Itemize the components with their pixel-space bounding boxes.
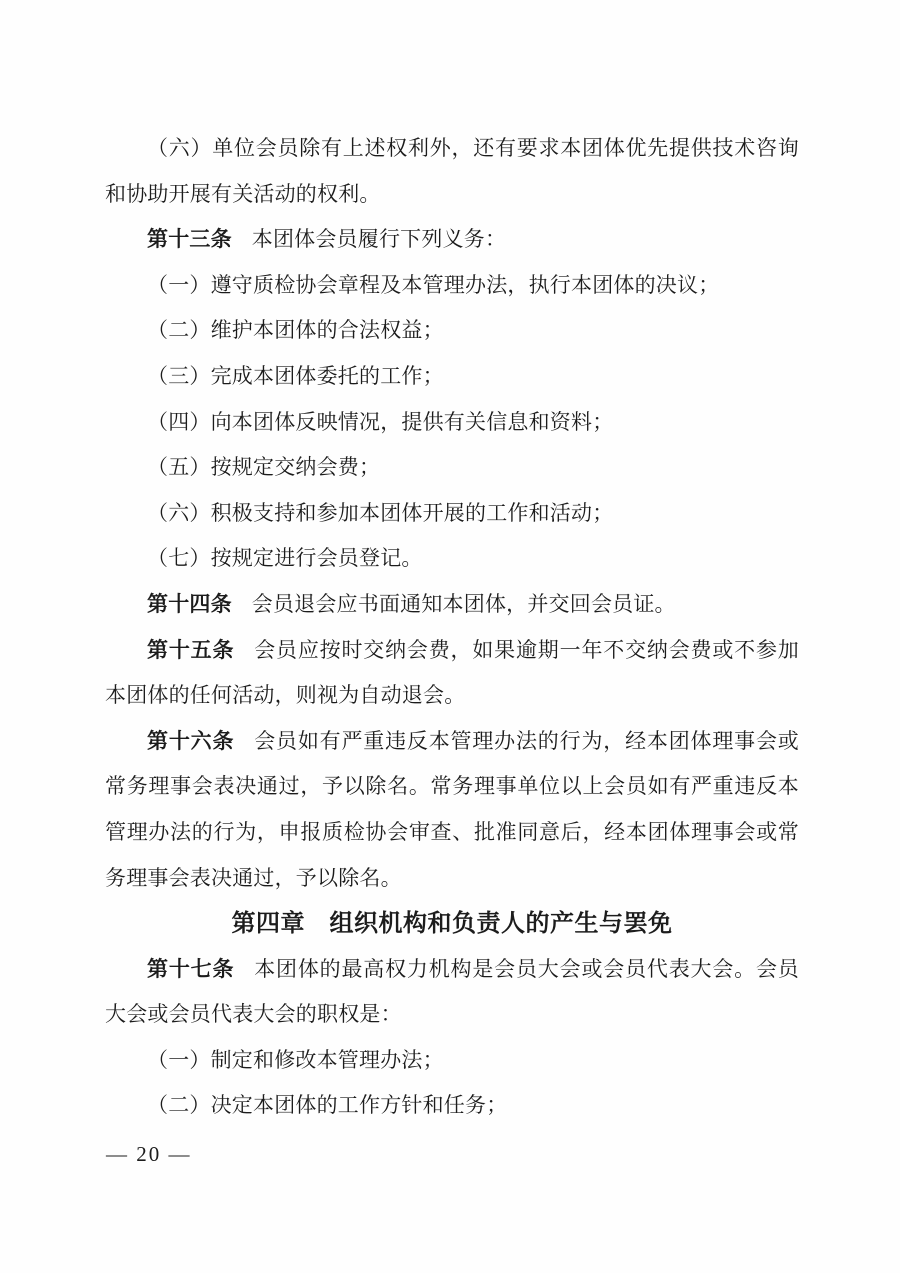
paragraph [105, 263, 799, 309]
paragraph [105, 1083, 799, 1129]
paragraph-text: 本团体的最高权力机构是会员大会或会员代表大会。会员大会或会员代表大会的职权是： [105, 956, 799, 1027]
article-term: 第十五条 [147, 637, 235, 662]
paragraph [105, 445, 799, 491]
article-term: 第十六条 [147, 728, 235, 753]
paragraph-text: （一）遵守质检协会章程及本管理办法，执行本团体的决议； [147, 272, 720, 297]
paragraph [105, 308, 799, 354]
page-number: — 20 — [106, 1142, 192, 1166]
paragraph-text: （三）完成本团体委托的工作； [147, 363, 444, 388]
paragraph [105, 126, 799, 217]
paragraph [105, 628, 799, 719]
paragraph-text: 会员应按时交纳会费，如果逾期一年不交纳会费或不参加本团体的任何活动，则视为自动退会。 [105, 637, 799, 708]
chapter-heading [105, 901, 799, 947]
paragraph [105, 1038, 799, 1084]
paragraph-text: （四）向本团体反映情况，提供有关信息和资料； [147, 409, 614, 434]
paragraph-text: （六）单位会员除有上述权利外，还有要求本团体优先提供技术咨询和协助开展有关活动的权利。 [105, 136, 799, 206]
article-term: 第十四条 [147, 591, 232, 616]
paragraph [105, 217, 799, 263]
paragraph [105, 400, 799, 446]
paragraph-text: 会员退会应书面通知本团体，并交回会员证。 [251, 591, 676, 616]
paragraph-text: （二）维护本团体的合法权益； [147, 318, 444, 343]
article-term: 第十七条 [147, 956, 235, 981]
paragraph [105, 491, 799, 537]
paragraph-text: （七）按规定进行会员登记。 [147, 546, 423, 571]
paragraph-text: 本团体会员履行下列义务： [251, 227, 507, 252]
paragraph [105, 536, 799, 582]
paragraph-text: 会员如有严重违反本管理办法的行为，经本团体理事会或常务理事会表决通过，予以除名。常务理事单位以上会员如有严重违反本管理办法的行为，申报质检协会审查、批准同意后，经本团体理事会或常务理事会表决通过，予以除名。 [105, 728, 799, 890]
paragraph [105, 354, 799, 400]
paragraph-text: （五）按规定交纳会费； [147, 455, 381, 480]
paragraph-text: （一）制定和修改本管理办法； [147, 1047, 444, 1072]
article-term: 第十三条 [147, 227, 232, 252]
paragraph [105, 582, 799, 628]
document-body [105, 126, 799, 1129]
paragraph-text: （二）决定本团体的工作方针和任务； [147, 1093, 508, 1118]
paragraph-text: 第四章 组织机构和负责人的产生与罢免 [231, 910, 673, 938]
paragraph [105, 719, 799, 901]
paragraph [105, 947, 799, 1038]
paragraph-text: （六）积极支持和参加本团体开展的工作和活动； [147, 500, 614, 525]
